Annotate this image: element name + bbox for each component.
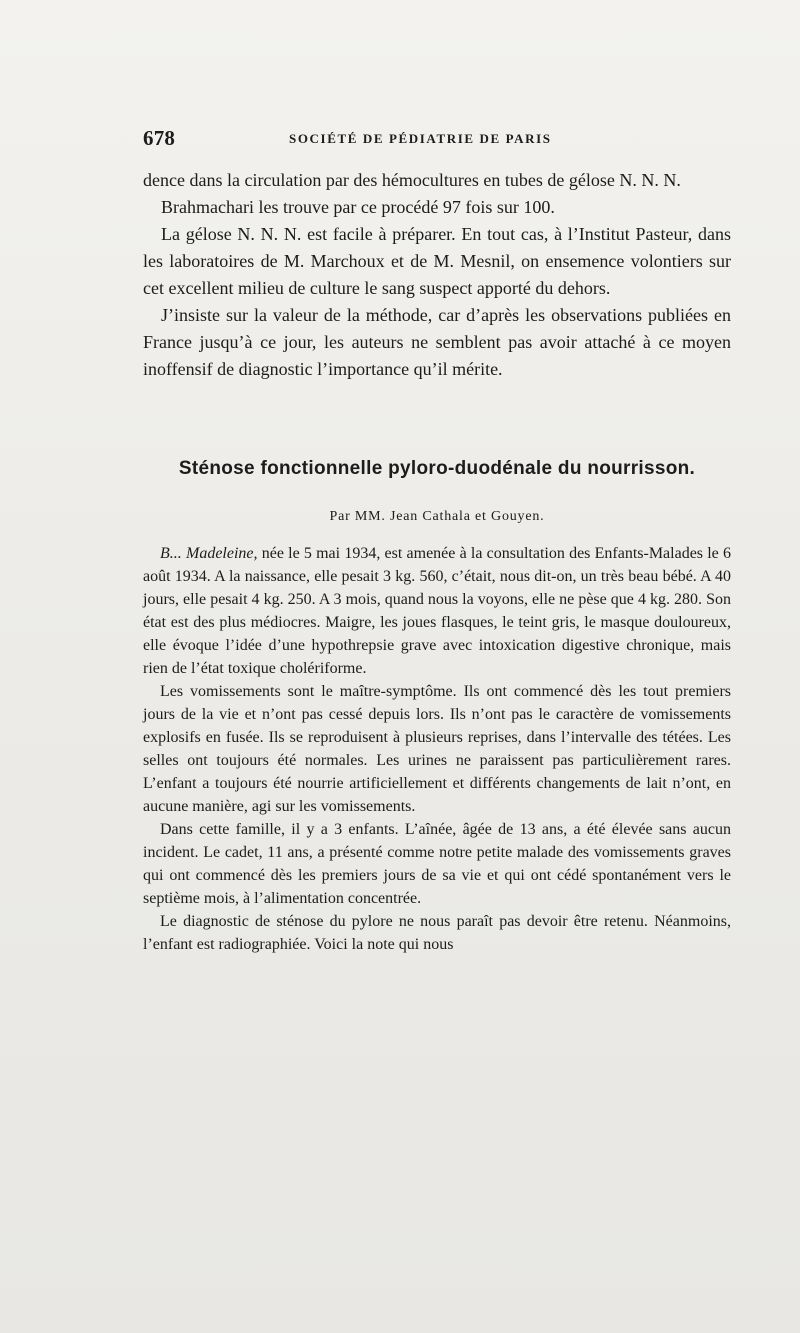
patient-name: B... Madeleine, — [160, 545, 258, 562]
running-head — [143, 126, 730, 150]
case-text: née le 5 mai 1934, est amenée à la consultation des Enfants-Malades le 6 août 1934. A la naissance, elle pesait 3 kg. 560, c’était, nous dit-on, un très beau bébé. A 40 jours, elle pesait 4 kg. 250. A 3 mois, quand nous la voyons, elle ne pèse que 4 kg. 280. Son état est des plus médiocres. Maigre, les joues flasques, le teint gris, le masque douloureux, elle évoque l’idée d’une hypothrepsie grave avec intoxication digestive chronique, mais rien de l’état toxique cholériforme. — [143, 545, 731, 677]
paragraph: La gélose N. N. N. est facile à préparer. En tout cas, à l’Institut Pasteur, dans les laboratoires de M. Marchoux et de M. Mesnil, on ensemence volontiers sur cet excellent milieu de culture le sang suspect apporté du dehors. — [143, 224, 731, 298]
case-paragraph — [143, 542, 731, 680]
page-content — [143, 167, 731, 956]
article-title: Sténose fonctionnelle pyloro-duodénale du nourrisson. — [178, 458, 696, 479]
paragraph: Le diagnostic de sténose du pylore ne nous paraît pas devoir être retenu. Néanmoins, l’enfant est radiographiée. Voici la note qui nous — [143, 913, 731, 953]
page-number: 678 — [143, 126, 176, 150]
journal-title: SOCIÉTÉ DE PÉDIATRIE DE PARIS — [289, 131, 552, 146]
paragraph: Les vomissements sont le maître-symptôme. Ils ont commencé dès les tout premiers jours de la vie et n’ont pas cessé depuis lors. Ils n’ont pas le caractère de vomissements explosifs en fusée. Ils se reproduisent à plusieurs reprises, dans l’intervalle des tétées. Les selles ont toujours été normales. Les urines ne paraissent pas particulièrement rares. L’enfant a toujours été nourrie artificiellement et différents changements de lait n’ont, en aucune manière, agi sur les vomissements. — [143, 683, 731, 815]
paragraph: dence dans la circulation par des hémocultures en tubes de gélose N. N. N. — [143, 170, 681, 190]
paragraph: Brahmachari les trouve par ce procédé 97 fois sur 100. — [161, 197, 555, 217]
article-authors: Par MM. Jean Cathala et Gouyen. — [329, 509, 545, 524]
paragraph: Dans cette famille, il y a 3 enfants. L’aînée, âgée de 13 ans, a été élevée sans aucun incident. Le cadet, 11 ans, a présenté comme notre petite malade des vomissements graves qui ont commencé dès les premiers jours de sa vie et qui ont cédé spontanément vers le septième mois, à l’alimentation concentrée. — [143, 821, 731, 907]
paragraph: J’insiste sur la valeur de la méthode, car d’après les observations publiées en France jusqu’à ce jour, les auteurs ne semblent pas avoir attaché à ce moyen inoffensif de diagnostic l’importance qu’il mérite. — [143, 305, 731, 379]
